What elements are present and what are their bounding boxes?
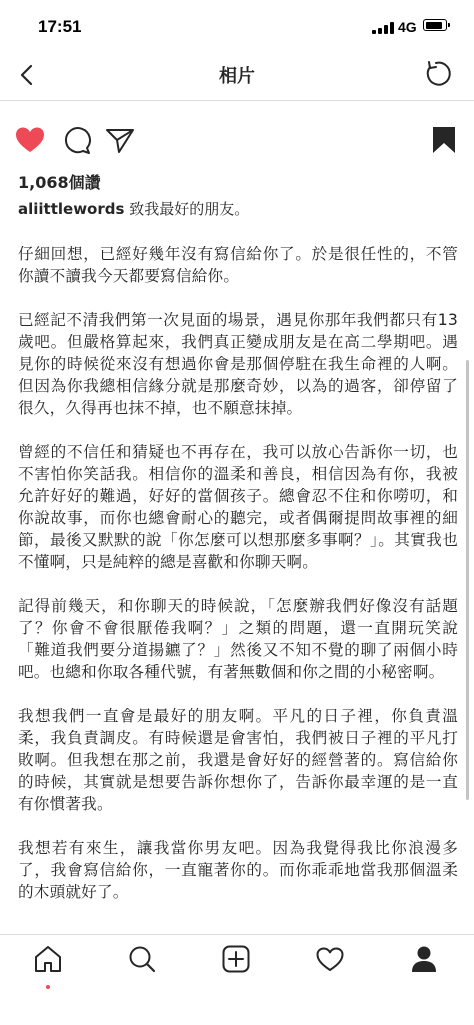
search-icon bbox=[126, 943, 158, 975]
status-time: 17:51 bbox=[38, 17, 82, 36]
share-button[interactable] bbox=[102, 122, 138, 158]
caption-paragraph: 我想若有來生，讓我當你男友吧。因為我覺得我比你浪漫多了，我會寫信給你，一直寵著你的。而你乖乖地當我那個溫柔的木頭就好了。 bbox=[18, 839, 458, 901]
tab-search[interactable] bbox=[122, 943, 162, 983]
refresh-button[interactable] bbox=[420, 57, 454, 91]
caption-body bbox=[18, 243, 458, 925]
notification-dot bbox=[46, 985, 50, 989]
post-actions bbox=[0, 122, 474, 162]
save-button[interactable] bbox=[426, 122, 462, 158]
caption-paragraph: 我想我們一直會是最好的朋友啊。平凡的日子裡，你負責溫柔，我負責調皮。有時候還是會害怕，我們被日子裡的平凡打敗啊。但我想在那之前，我還是會好好的經營著的。寫信給你的時候，其實就是想要告訴你想你了，告訴你最幸運的是一直有你慣著我。 bbox=[18, 707, 458, 813]
like-count[interactable]: 1,068個讚 bbox=[18, 173, 101, 192]
caption-paragraph: 曾經的不信任和猜疑也不再存在，我可以放心告訴你一切，也不害怕你笑話我。相信你的溫柔和善良，相信因為有你，我被允許好好的難過，好好的當個孩子。總會忍不住和你嘮叨，和你說故事，而你也總會耐心的聽完，或者偶爾提問故事裡的細節，最後又默默的說「你怎麼可以想那麼多事啊？」。其實我也不懂啊，只是純粹的總是喜歡和你聊天啊。 bbox=[18, 443, 458, 571]
caption-paragraph: 已經記不清我們第一次見面的場景，遇見你那年我們都只有13歲吧。但嚴格算起來，我們真正變成朋友是在高二學期吧。遇見你的時候從來沒有想過你會是那個停駐在我生命裡的人啊。但因為你我總相信緣分就是那麼奇妙，以為的過客，卻停留了很久，久得再也抹不掉，也不願意抹掉。 bbox=[18, 311, 458, 417]
network-label: 4G bbox=[398, 19, 417, 35]
comment-button[interactable] bbox=[58, 122, 94, 158]
page-title: 相片 bbox=[219, 66, 255, 86]
heart-icon bbox=[12, 122, 48, 158]
caption-paragraph: 記得前幾天，和你聊天的時候說，「怎麼辦我們好像沒有話題了？你會不會很厭倦我啊？」之類的問題，還一直開玩笑說「難道我們要分道揚鑣了？」然後又不知不覺的聊了兩個小時吧。也總和你取各種代號，有著無數個和你之間的小秘密啊。 bbox=[18, 597, 458, 681]
activity-heart-icon bbox=[314, 943, 346, 975]
like-button[interactable] bbox=[12, 122, 48, 158]
caption-title: 致我最好的朋友。 bbox=[129, 200, 250, 218]
send-icon bbox=[102, 122, 138, 158]
tab-activity[interactable] bbox=[310, 943, 350, 983]
tab-new-post[interactable] bbox=[216, 943, 256, 983]
home-icon bbox=[32, 943, 64, 975]
add-post-icon bbox=[220, 943, 252, 975]
caption-paragraph: 仔細回想，已經好幾年沒有寫信給你了。於是很任性的，不管你讀不讀我今天都要寫信給你。 bbox=[18, 245, 458, 285]
tab-home[interactable] bbox=[28, 943, 68, 983]
refresh-icon bbox=[420, 57, 454, 91]
battery-icon bbox=[423, 19, 447, 31]
tab-bar bbox=[0, 934, 474, 1025]
signal-icon bbox=[372, 22, 394, 34]
tab-profile[interactable] bbox=[404, 943, 444, 983]
caption-header bbox=[18, 198, 249, 219]
profile-icon bbox=[408, 943, 440, 975]
nav-bar bbox=[0, 48, 474, 101]
comment-icon bbox=[58, 122, 94, 158]
bookmark-icon bbox=[426, 122, 462, 158]
username-link[interactable]: aliittlewords bbox=[18, 200, 125, 218]
scrollbar[interactable] bbox=[466, 360, 469, 800]
